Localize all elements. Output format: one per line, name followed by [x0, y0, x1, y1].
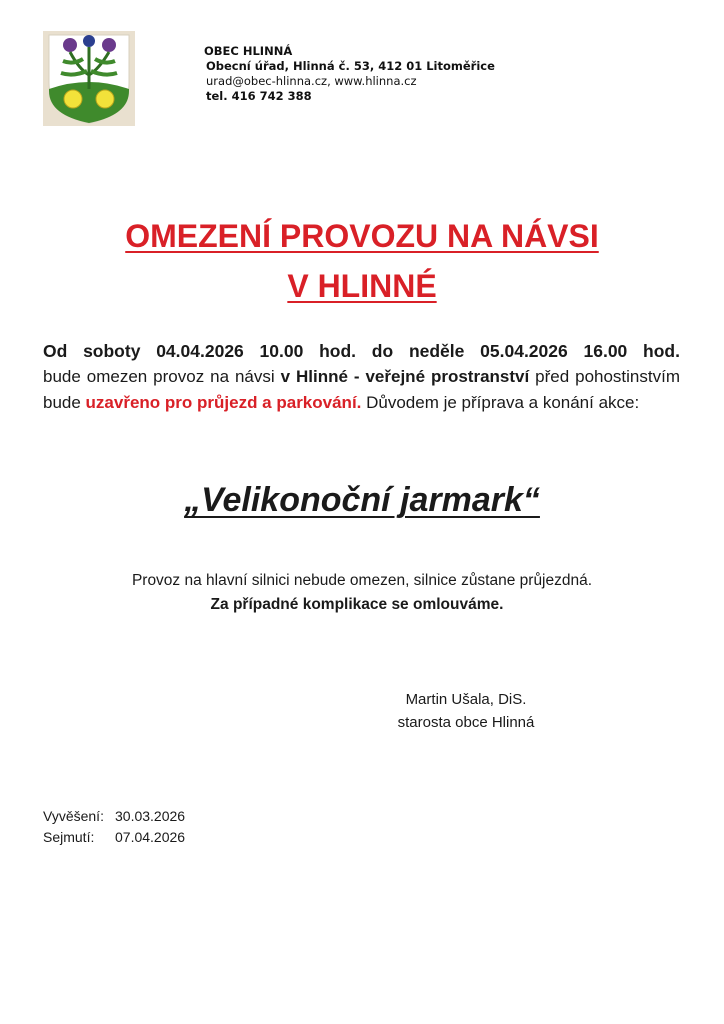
- removed-value: 07.04.2026: [115, 829, 186, 845]
- signatory-title: starosta obce Hlinná: [397, 714, 535, 731]
- posted-value: 30.03.2026: [115, 808, 186, 824]
- closure-place: v Hlinné - veřejné prostranství: [280, 367, 530, 386]
- letterhead: [204, 44, 495, 104]
- body-text-part3: Důvodem je příprava a konání akce:: [361, 393, 640, 412]
- village-name: OBEC HLINNÁ: [204, 44, 293, 58]
- removed-label: Sejmutí:: [43, 829, 95, 845]
- notice-title-line2: V HLINNÉ: [287, 268, 437, 304]
- notice-title-line1: OMEZENÍ PROVOZU NA NÁVSI: [125, 218, 599, 254]
- apology-note: Za případné komplikace se omlouváme.: [210, 596, 504, 613]
- signatory-name: Martin Ušala, DiS.: [405, 691, 527, 708]
- main-road-note: Provoz na hlavní silnici nebude omezen, silnice zůstane průjezdná.: [131, 572, 593, 589]
- event-name: „Velikonoční jarmark“: [184, 481, 540, 519]
- closure-type: uzavřeno pro průjezd a parkování.: [85, 393, 362, 412]
- office-address: Obecní úřad, Hlinná č. 53, 412 01 Litoměřice: [206, 59, 495, 73]
- coat-of-arms-icon: [43, 31, 135, 126]
- closure-period: Od soboty 04.04.2026 10.00 hod. do neděle 05.04.2026 16.00 hod.: [43, 341, 680, 361]
- body-text-part2: před pohostinstvím bude: [43, 367, 680, 412]
- body-text-part1: bude omezen provoz na návsi: [43, 367, 281, 386]
- posted-date: [43, 806, 185, 827]
- contact-line: urad@obec-hlinna.cz, www.hlinna.cz: [206, 74, 417, 88]
- phone-number: tel. 416 742 388: [206, 89, 312, 103]
- notice-body: [43, 338, 680, 416]
- removed-date: [43, 827, 185, 848]
- posted-label: Vyvěšení:: [43, 808, 104, 824]
